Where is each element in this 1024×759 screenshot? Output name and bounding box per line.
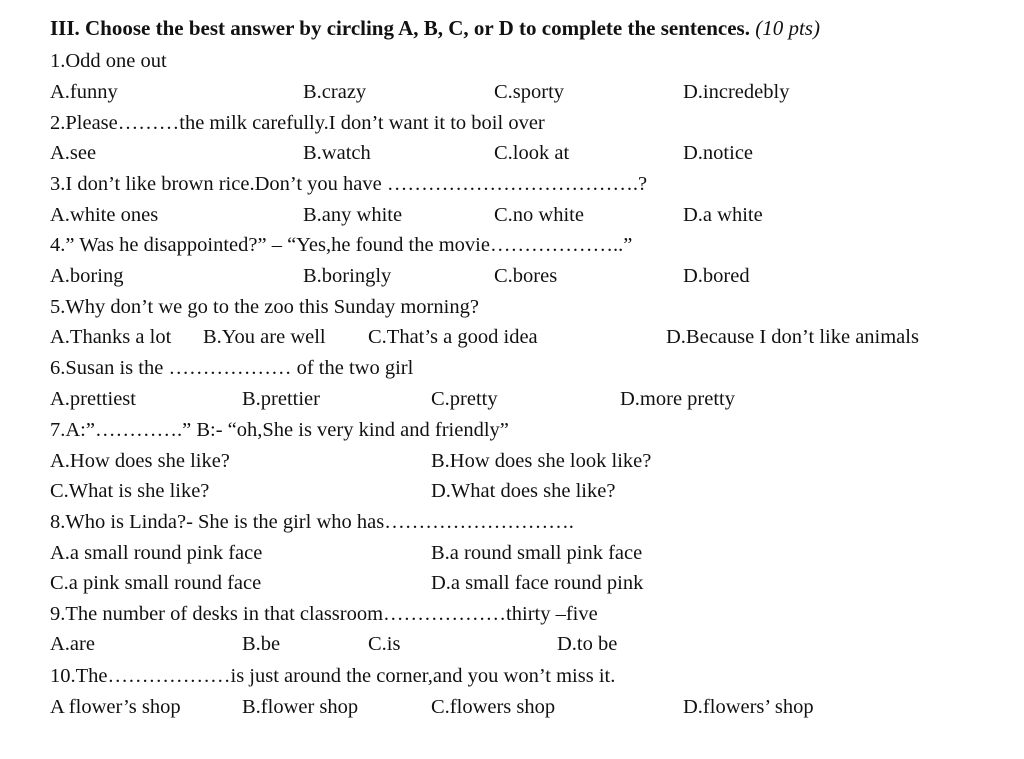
q8-option-d[interactable]: D.a small face round pink — [431, 572, 644, 594]
q3-option-c[interactable]: C.no white — [494, 204, 584, 226]
question-5: 5.Why don’t we go to the zoo this Sunday morning? — [50, 296, 479, 318]
q2-option-c[interactable]: C.look at — [494, 142, 570, 164]
question-8: 8.Who is Linda?- She is the girl who has………………………. — [50, 511, 574, 533]
q4-option-a[interactable]: A.boring — [50, 265, 124, 287]
q1-option-d[interactable]: D.incredebly — [683, 81, 790, 103]
question-6: 6.Susan is the ……………… of the two girl — [50, 357, 414, 379]
question-1: 1.Odd one out — [50, 50, 167, 72]
q6-option-b[interactable]: B.prettier — [242, 388, 320, 410]
question-2: 2.Please………the milk carefully.I don’t want it to boil over — [50, 112, 545, 134]
q7-option-d[interactable]: D.What does she like? — [431, 480, 616, 502]
q2-option-d[interactable]: D.notice — [683, 142, 754, 164]
question-10: 10.The………………is just around the corner,and you won’t miss it. — [50, 665, 616, 687]
q6-option-c[interactable]: C.pretty — [431, 388, 498, 410]
q7-option-c[interactable]: C.What is she like? — [50, 480, 210, 502]
q8-option-b[interactable]: B.a round small pink face — [431, 542, 643, 564]
q1-option-a[interactable]: A.funny — [50, 81, 118, 103]
q1-option-c[interactable]: C.sporty — [494, 81, 565, 103]
q3-option-d[interactable]: D.a white — [683, 204, 763, 226]
q10-option-c[interactable]: C.flowers shop — [431, 696, 556, 718]
q5-option-a[interactable]: A.Thanks a lot — [50, 326, 172, 348]
q9-option-c[interactable]: C.is — [368, 633, 401, 655]
q4-option-d[interactable]: D.bored — [683, 265, 750, 287]
q1-option-b[interactable]: B.crazy — [303, 81, 367, 103]
q6-option-d[interactable]: D.more pretty — [620, 388, 735, 410]
q10-option-b[interactable]: B.flower shop — [242, 696, 359, 718]
q4-option-b[interactable]: B.boringly — [303, 265, 392, 287]
q4-option-c[interactable]: C.bores — [494, 265, 558, 287]
section-heading — [50, 16, 820, 41]
q9-option-b[interactable]: B.be — [242, 633, 281, 655]
section-points: (10 pts) — [755, 16, 820, 40]
q9-option-d[interactable]: D.to be — [557, 633, 618, 655]
q10-option-a[interactable]: A flower’s shop — [50, 696, 181, 718]
q7-option-b[interactable]: B.How does she look like? — [431, 450, 652, 472]
q8-option-c[interactable]: C.a pink small round face — [50, 572, 262, 594]
q3-option-b[interactable]: B.any white — [303, 204, 403, 226]
q2-option-a[interactable]: A.see — [50, 142, 97, 164]
q5-option-c[interactable]: C.That’s a good idea — [368, 326, 538, 348]
question-3: 3.I don’t like brown rice.Don’t you have ……………………………….? — [50, 173, 648, 195]
q5-option-b[interactable]: B.You are well — [203, 326, 326, 348]
q6-option-a[interactable]: A.prettiest — [50, 388, 136, 410]
q2-option-b[interactable]: B.watch — [303, 142, 371, 164]
q8-option-a[interactable]: A.a small round pink face — [50, 542, 263, 564]
question-4: 4.” Was he disappointed?” – “Yes,he found the movie………………..” — [50, 234, 633, 256]
q7-option-a[interactable]: A.How does she like? — [50, 450, 230, 472]
q9-option-a[interactable]: A.are — [50, 633, 95, 655]
question-9: 9.The number of desks in that classroom………………thirty –five — [50, 603, 598, 625]
question-7: 7.A:”………….” B:- “oh,She is very kind and friendly” — [50, 419, 509, 441]
q3-option-a[interactable]: A.white ones — [50, 204, 159, 226]
q10-option-d[interactable]: D.flowers’ shop — [683, 696, 814, 718]
section-title: III. Choose the best answer by circling A, B, C, or D to complete the sentences. — [50, 16, 750, 40]
q5-option-d[interactable]: D.Because I don’t like animals — [666, 326, 919, 348]
